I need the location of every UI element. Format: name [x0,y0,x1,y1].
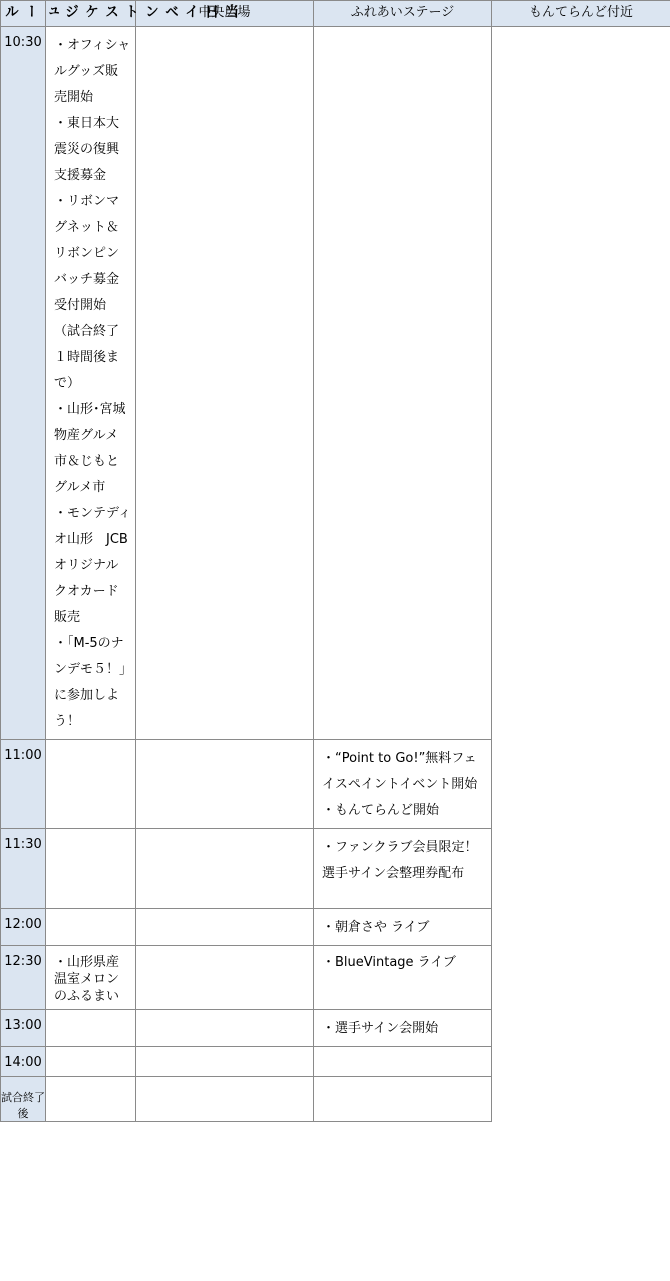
cell-stage [136,946,314,1010]
schedule-row [1,946,670,1010]
cell-central [46,1047,136,1077]
event-item: ・もんてらんど開始 [322,798,487,824]
time-cell: 13:00 [1,1010,46,1047]
schedule-row [1,909,670,946]
event-item: ・BlueVintage ライブ [322,954,487,971]
cell-stage [136,27,314,740]
schedule-row [1,740,670,829]
event-item: ・選手サイン会開始 [322,1016,487,1042]
cell-monte [314,27,492,740]
cell-monte [314,829,492,909]
time-cell: 11:30 [1,829,46,909]
cell-central [46,1010,136,1047]
time-cell: 試合終了後 [1,1077,46,1122]
side-label: 当日イベントスケジュール [1,0,241,24]
cell-stage [136,829,314,909]
schedule-row [1,27,670,740]
event-item: ・東日本大震災の復興支援募金 [54,111,131,189]
cell-monte [314,1047,492,1077]
cell-monte [314,909,492,946]
schedule-row [1,1077,670,1122]
cell-central [46,946,136,1010]
cell-stage [136,1047,314,1077]
side-label-cell [1,1,46,27]
event-item: ・リボンマグネット＆リボンピンバッチ募金受付開始 [54,189,131,319]
cell-monte [314,740,492,829]
event-item: ・“Point to Go!”無料フェイスペイントイベント開始 [322,746,487,798]
event-item: ・オフィシャルグッズ販売開始 [54,33,131,111]
event-item: ・ファンクラブ会員限定！選手サイン会整理券配布 [322,835,487,887]
event-item: ・山形県産温室メロンのふるまい [54,954,131,1005]
cell-stage [136,909,314,946]
schedule-row [1,1047,670,1077]
header-row [1,1,670,27]
event-item: ・山形･宮城 物産グルメ市＆じもとグルメ市 [54,397,131,501]
cell-stage [136,1077,314,1122]
cell-central [46,1077,136,1122]
time-cell: 12:00 [1,909,46,946]
cell-monte [314,1010,492,1047]
event-item: ・｢M-5のナンデモ５！｣に参加しよう！ [54,631,131,735]
cell-central [46,740,136,829]
schedule-row [1,829,670,909]
time-cell: 11:00 [1,740,46,829]
schedule-row [1,1010,670,1047]
column-header-stage: ふれあいステージ [314,1,492,27]
event-item: ・朝倉さや ライブ [322,915,487,941]
column-header-monte: もんてらんど付近 [492,1,670,27]
cell-central [46,909,136,946]
cell-stage [136,1010,314,1047]
schedule-body [1,27,670,1122]
cell-monte [314,1077,492,1122]
cell-monte [314,946,492,1010]
event-item: ・モンテディオ山形 JCB オリジナルクオカード販売 [54,501,131,631]
cell-central [46,829,136,909]
event-item: （試合終了１時間後まで） [54,319,131,397]
time-cell: 10:30 [1,27,46,740]
time-cell: 12:30 [1,946,46,1010]
time-cell: 14:00 [1,1047,46,1077]
cell-stage [136,740,314,829]
column-header-central: 中央広場 [136,1,314,27]
cell-central [46,27,136,740]
